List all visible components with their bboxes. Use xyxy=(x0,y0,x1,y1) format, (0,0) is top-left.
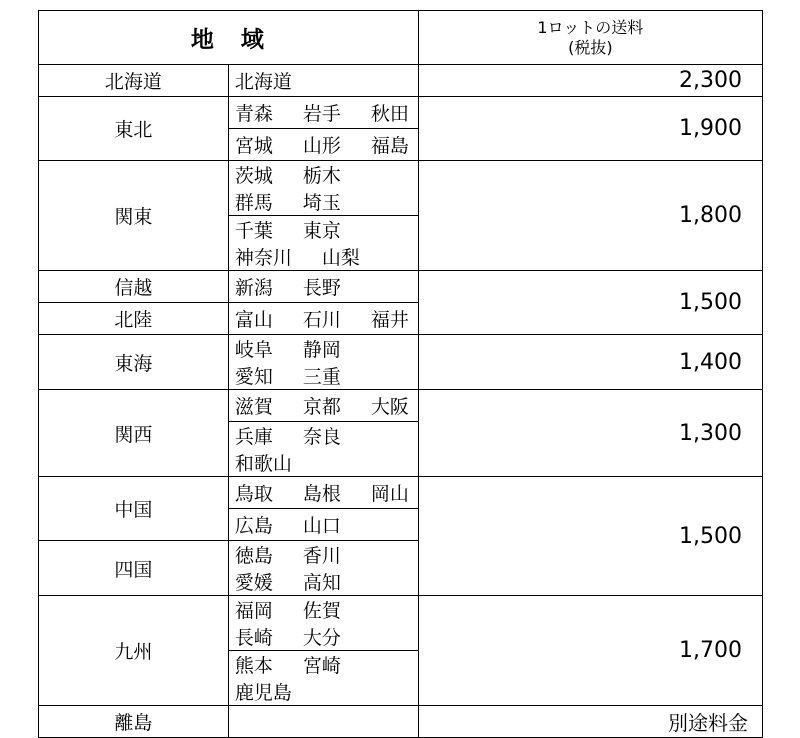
prefecture-name: 東京 xyxy=(302,220,341,242)
price-cell: 1,500 xyxy=(418,271,762,335)
header-row xyxy=(39,11,763,65)
price-cell: 2,300 xyxy=(418,65,762,97)
table-row xyxy=(39,97,763,129)
prefecture-name: 高知 xyxy=(302,572,341,594)
prefecture-name: 秋田 xyxy=(370,103,409,125)
prefecture-name: 宮城 xyxy=(234,135,273,157)
prefecture-cell xyxy=(228,271,418,303)
prefecture-name: 大分 xyxy=(302,627,341,649)
block-cell-tohoku: 東北 xyxy=(39,97,229,161)
prefecture-name: 兵庫 xyxy=(234,426,273,448)
prefecture-name: 和歌山 xyxy=(234,453,292,475)
price-header-line1: 1ロットの送料 xyxy=(537,17,644,37)
prefecture-cell xyxy=(228,97,418,129)
table-row xyxy=(39,161,763,216)
block-cell-shinetsu: 信越 xyxy=(39,271,229,303)
prefecture-name: 大阪 xyxy=(370,396,409,418)
prefecture-cell xyxy=(228,651,418,706)
block-cell-tokai: 東海 xyxy=(39,335,229,390)
prefecture-name: 神奈川 xyxy=(234,247,292,269)
price-cell: 1,700 xyxy=(418,596,762,706)
prefecture-name: 三重 xyxy=(302,366,341,388)
prefecture-name: 愛媛 xyxy=(234,572,273,594)
prefecture-name: 栃木 xyxy=(302,165,341,187)
price-cell: 1,400 xyxy=(418,335,762,390)
prefecture-name: 新潟 xyxy=(234,277,273,299)
price-cell: 1,900 xyxy=(418,97,762,161)
block-cell-chugoku: 中国 xyxy=(39,477,229,541)
prefecture-name: 福岡 xyxy=(234,600,273,622)
table-row xyxy=(39,65,763,97)
prefecture-name: 奈良 xyxy=(302,426,341,448)
prefecture-cell xyxy=(228,161,418,216)
prefecture-cell xyxy=(228,390,418,422)
region-header: 地 域 xyxy=(39,11,419,65)
prefecture-name: 岡山 xyxy=(370,483,409,505)
prefecture-name: 長野 xyxy=(302,277,341,299)
prefecture-cell xyxy=(228,596,418,651)
prefecture-name: 埼玉 xyxy=(302,192,341,214)
price-header xyxy=(418,11,762,65)
prefecture-name: 鳥取 xyxy=(234,483,273,505)
prefecture-name: 岐阜 xyxy=(234,339,273,361)
prefecture-name: 福井 xyxy=(370,309,409,331)
prefecture-cell xyxy=(228,129,418,161)
table-row xyxy=(39,596,763,651)
prefecture-cell-empty xyxy=(228,706,418,738)
prefecture-cell xyxy=(228,477,418,509)
block-cell-rito: 離島 xyxy=(39,706,229,738)
prefecture-name: 徳島 xyxy=(234,545,273,567)
prefecture-name: 京都 xyxy=(302,396,341,418)
prefecture-name: 宮崎 xyxy=(302,655,341,677)
prefecture-cell xyxy=(228,303,418,335)
prefecture-name: 鹿児島 xyxy=(234,682,292,704)
prefecture-cell xyxy=(228,335,418,390)
table-row xyxy=(39,271,763,303)
price-cell: 1,500 xyxy=(418,477,762,596)
block-cell-shikoku: 四国 xyxy=(39,541,229,596)
prefecture-name: 山形 xyxy=(302,135,341,157)
price-cell: 別途料金 xyxy=(418,706,762,738)
prefecture-name: 石川 xyxy=(302,309,341,331)
block-cell-kyushu: 九州 xyxy=(39,596,229,706)
prefecture-cell xyxy=(228,422,418,477)
shipping-fee-table xyxy=(38,10,763,738)
prefecture-name: 香川 xyxy=(302,545,341,567)
prefecture-name: 山口 xyxy=(302,515,341,537)
table-row xyxy=(39,335,763,390)
prefecture-name: 滋賀 xyxy=(234,396,273,418)
block-cell-kansai: 関西 xyxy=(39,390,229,477)
prefecture-name: 千葉 xyxy=(234,220,273,242)
block-cell-kanto: 関東 xyxy=(39,161,229,271)
prefecture-name: 島根 xyxy=(302,483,341,505)
prefecture-cell xyxy=(228,216,418,271)
prefecture-name: 茨城 xyxy=(234,165,273,187)
prefecture-name: 佐賀 xyxy=(302,600,341,622)
prefecture-cell xyxy=(228,509,418,541)
prefecture-name: 静岡 xyxy=(302,339,341,361)
price-header-line2: (税抜) xyxy=(568,37,613,57)
prefecture-name: 長崎 xyxy=(234,627,273,649)
block-cell-hokuriku: 北陸 xyxy=(39,303,229,335)
prefecture-name: 北海道 xyxy=(234,71,292,93)
prefecture-name: 熊本 xyxy=(234,655,273,677)
prefecture-name: 愛知 xyxy=(234,366,273,388)
price-cell: 1,300 xyxy=(418,390,762,477)
table-row xyxy=(39,477,763,509)
table-row xyxy=(39,706,763,738)
prefecture-name: 群馬 xyxy=(234,192,273,214)
prefecture-name: 山梨 xyxy=(321,247,360,269)
prefecture-name: 岩手 xyxy=(302,103,341,125)
prefecture-cell xyxy=(228,65,418,97)
block-cell-hokkaido: 北海道 xyxy=(39,65,229,97)
price-cell: 1,800 xyxy=(418,161,762,271)
prefecture-cell xyxy=(228,541,418,596)
prefecture-name: 青森 xyxy=(234,103,273,125)
prefecture-name: 広島 xyxy=(234,515,273,537)
table-row xyxy=(39,390,763,422)
prefecture-name: 富山 xyxy=(234,309,273,331)
prefecture-name: 福島 xyxy=(370,135,409,157)
